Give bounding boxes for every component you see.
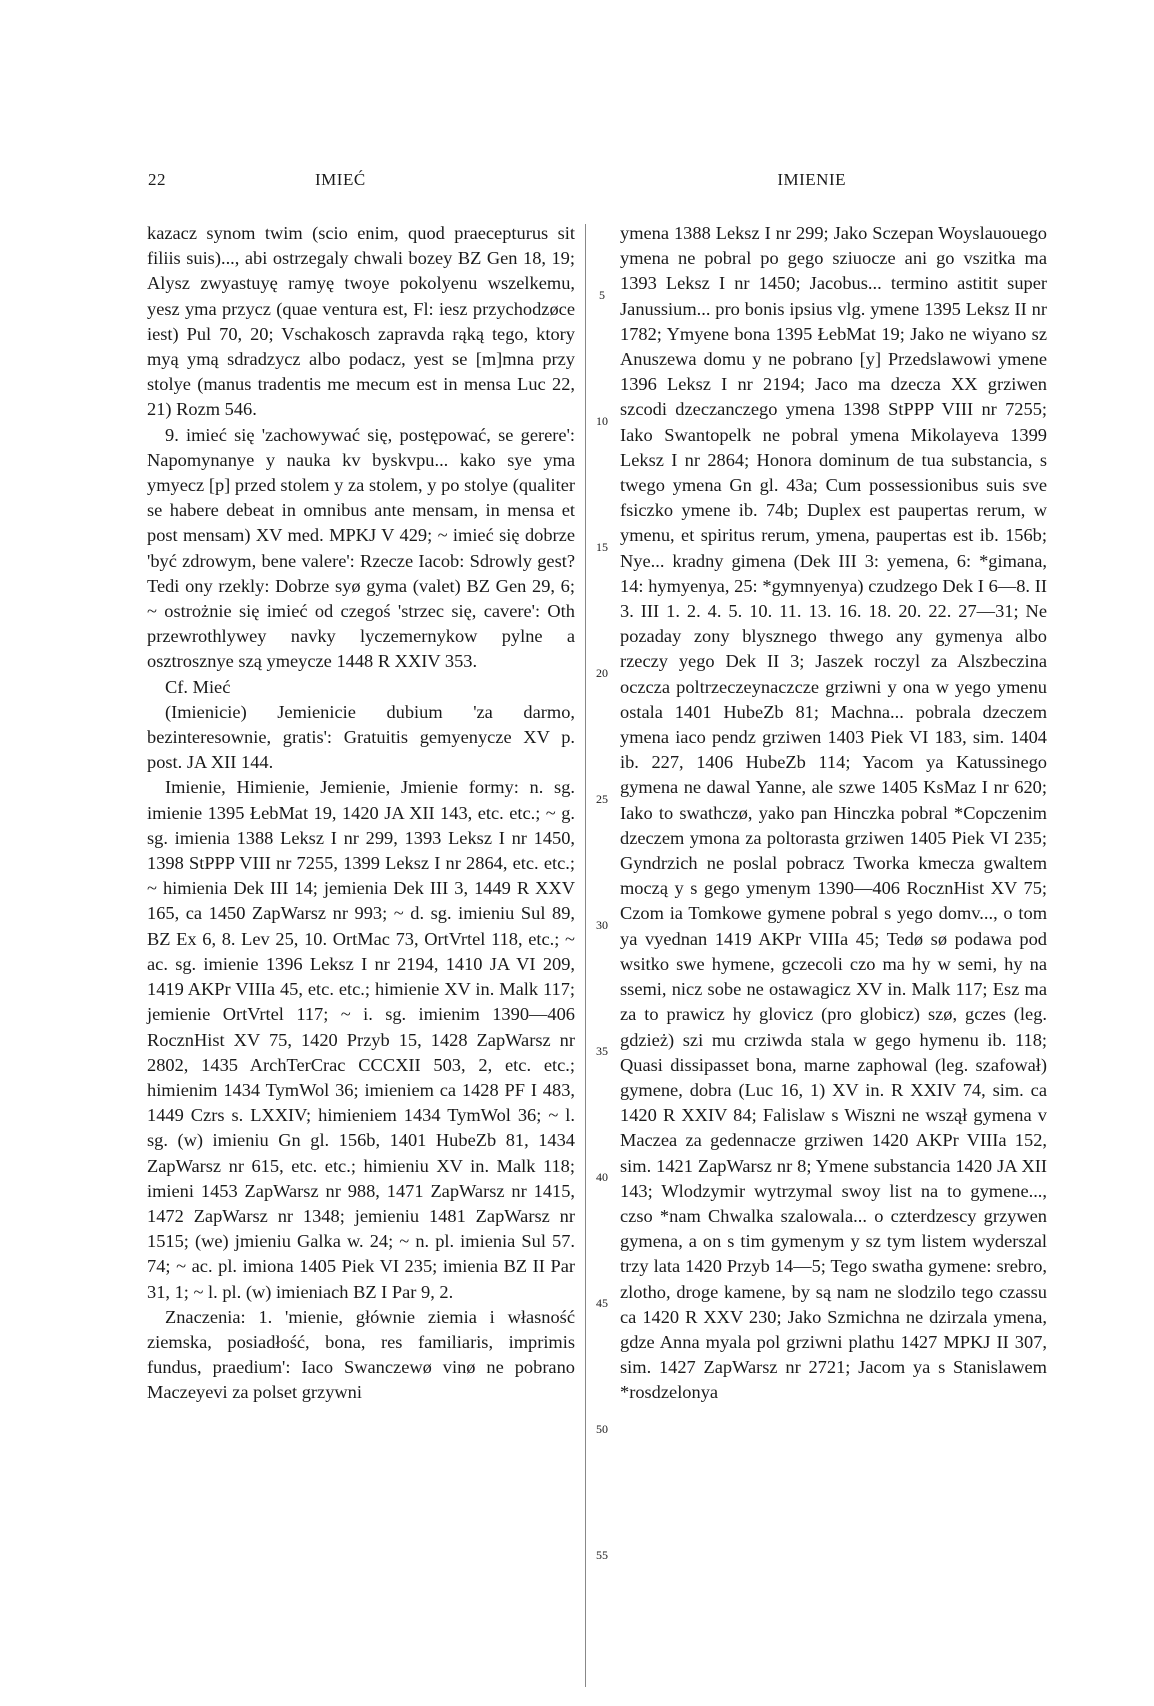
paragraph: ymena 1388 Leksz I nr 299; Jako Sczepan Woyslauouego ymena ne pobral po gego sziuocze ani go vszitka ma 1393 Leksz I nr 1450; Jacobus... termino astitit super Janussium... pro bonis ipsius vlg. ymene 1395 Leksz II nr 1782; Ymyene bona 1395 ŁebMat 19; Jako ne wiyano sz Anuszewa domu y ne pobrano [y] Przedslawowi ymene 1396 Leksz I nr 2194; Jaco ma dzecza XX grziwen szcodi dzeczanczego ymena 1398 StPPP VIII nr 7255; Iako Swantopelk ne pobral ymena Mikolayeva 1399 Leksz I nr 2864; Honora dominum de tua substancia, s twego ymena Gn gl. 43a; Cum possessionibus suis sve fsiczko ymene ib. 74b; Duplex est paupertas rerum, w ymenu, et spiritus rerum, ymena, paupertas est ib. 156b; Nye... kradny gimena (Dek III 3: yemena, 6: *gimana, 14: hymyenya, 25: *gymnyenya) czudzego Dek I 6—8. II 3. III 1. 2. 4. 5. 10. 11. 13. 16. 18. 20. 22. 27—31; Ne pozaday zony blysznego thwego any gymenya albo rzeczy yego Dek II 3; Jaszek roczyl za Alszbeczina oczcza poltrzeczeynaczcze grziwni y ona w yego ymenu ostala 1401 HubeZb 81; Machna... pobrala dzeczem ymena iaco pendz grziwen 1403 Piek VI 183, sim. 1404 ib. 227, 1406 HubeZb 114; Yacom ya Katussinego gymena ne dawal Yanne, ale szwe 1405 KsMaz I nr 620; Iako to swathczø, yako pan Hinczka pobral *Copczenim dzeczem ymona za poltorasta grziwen 1405 Piek VI 235; Gyndrzich ne poslal pobracz Tworka kmecza gwaltem moczą y s gego ymenym 1390—406 RocznHist XV 75; Czom ia Tomkowe gymene pobral s yego domv..., o tom ya vyednan 1419 AKPr VIIIa 45; Tedø sø podawa pod wsitko swe hymene, gczecoli czo ma hy w semi, hy na ssemi, nicz sobe ne ostawagicz XV in. Malk 117; Esz ma za to prawicz hy glovicz (pro globicz) szø, gczes (leg. gdzież) szi mu crziwda stala w gego hymenu ib. 118; Quasi dissipasset bona, marne zaphowal (leg. szafował) gymene, dobra (Luc 16, 1) XV in. R XXIV 74, sim. ca 1420 R XXIV 84; Falislaw s Wiszni ne wszął gymena v Maczea za gedennacze grziwen 1420 AKPr VIIIa 152, sim. 1421 ZapWarsz nr 8; Ymene substancia 1420 JA XII 143; Wlodzymir wytrzymal swoy list na to gymene..., czso *nam Chwalka szalowala... o czterdzescy grzywen gymena, a on s tim gymenym y sz tym listem wyderszal trzy lata 1420 Przyb 14—5; Tego swatha gymene: srebro, zlotho, droge kamene, by są nam ne slodzilo tego czassu ca 1420 R XXV 230; Jako Szmichna ne dzirzala ymena, gdze Anna myala pol grziwni plathu 1427 MPKJ II 307, sim. 1427 ZapWarsz nr 2721; Jacom ya s Stanislawem *rosdzelonya [620, 223, 1047, 1403]
line-number: 15 [596, 540, 608, 554]
page-header [148, 170, 1043, 194]
running-head-right: IMIENIE [777, 170, 846, 189]
line-number: 45 [596, 1296, 608, 1310]
column-divider [585, 224, 586, 1687]
line-number: 40 [596, 1170, 608, 1184]
page-number: 22 [148, 170, 166, 189]
paragraph: Imienie, Himienie, Jemienie, Jmienie formy: n. sg. imienie 1395 ŁebMat 19, 1420 JA XII 143, etc. etc.; ~ g. sg. imienia 1388 Leksz I nr 299, 1393 Leksz I nr 1450, 1398 StPPP VIII nr 7255, 1399 Leksz I nr 2864, etc. etc.; ~ himienia Dek III 14; jemienia Dek III 3, 1449 R XXV 165, ca 1450 ZapWarsz nr 993; ~ d. sg. imieniu Sul 89, BZ Ex 6, 8. Lev 25, 10. OrtMac 73, OrtVrtel 118, etc.; ~ ac. sg. imienie 1396 Leksz I nr 2194, 1410 JA VI 209, 1419 AKPr VIIIa 45, etc. etc.; himienie XV in. Malk 117; jemienie OrtVrtel 117; ~ i. sg. imienim 1390—406 RocznHist XV 75, 1420 Przyb 15, 1428 ZapWarsz nr 2802, 1435 ArchTerCrac CCCXII 503, 2, etc. etc.; himienim 1434 TymWol 36; imieniem ca 1428 PF I 483, 1449 Czrs s. LXXIV; himieniem 1434 TymWol 36; ~ l. sg. (w) imieniu Gn gl. 156b, 1401 HubeZb 81, 1434 ZapWarsz nr 615, etc. etc.; himieniu XV in. Malk 118; imieni 1453 ZapWarsz nr 988, 1471 ZapWarsz nr 1415, 1472 ZapWarsz nr 1348; jemieniu 1481 ZapWarsz nr 1515; (we) jmieniu Galka w. 24; ~ n. pl. imienia Sul 57. 74; ~ ac. pl. imiona 1405 Piek VI 235; imienia BZ II Par 31, 1; ~ l. pl. (w) imieniach BZ I Par 9, 2. [147, 777, 575, 1302]
left-column [147, 221, 575, 1406]
right-column [620, 221, 1047, 1406]
line-number: 10 [596, 414, 608, 428]
paragraph: (Imienicie) Jemienicie dubium 'za darmo, bezinteresownie, gratis': Gratuitis gemyenycze XV p. post. JA XII 144. [147, 701, 575, 773]
line-number: 20 [596, 666, 608, 680]
line-number: 5 [599, 288, 605, 302]
line-number: 25 [596, 792, 608, 806]
paragraph: kazacz synom twim (scio enim, quod praecepturus sit filiis suis)..., abi ostrzegaly chwali bozey BZ Gen 18, 19; Alysz zwyastuyę ramyę twoye pokolyenu wszelkemu, yesz yma przycz (quae ventura est, Fl: iesz przychodzøce iest) Pul 70, 20; Vschakosch zapravda rąką tego, ktory myą ymą sdradzycz albo podacz, yest se [m]mna przy stolye (manus tradentis me mecum est in mensa Luc 22, 21) Rozm 546. [147, 223, 575, 420]
line-number: 50 [596, 1422, 608, 1436]
line-number: 30 [596, 918, 608, 932]
line-number: 55 [596, 1548, 608, 1562]
running-head-left: IMIEĆ [315, 170, 366, 189]
paragraph: 9. imieć się 'zachowywać się, postępować, se gerere': Napomynanye y nauka kv byskvpu... kako sye yma ymyecz [p] przed stolem y za stolem, y po stolye (qualiter se habere debeat in omnibus ante mensam, in mensa et post mensam) XV med. MPKJ V 429; ~ imieć się dobrze 'być zdrowym, bene valere': Rzecze Iacob: Sdrowly gest? Tedi ony rzekly: Dobrze syø gyma (valet) BZ Gen 29, 6; ~ ostrożnie się imieć od czegoś 'strzec się, cavere': Oth przewrothlywey navky lyczemernykow pylne a osztrosznye szą ymeycze 1448 R XXIV 353. [147, 424, 575, 672]
paragraph: Cf. Mieć [165, 676, 231, 697]
paragraph: Znaczenia: 1. 'mienie, głównie ziemia i własność ziemska, posiadłość, bona, res familiaris, imprimis fundus, praedium': Iaco Swanczewø vinø ne pobrano Maczeyevi za polset grzywni [147, 1306, 575, 1403]
line-number: 35 [596, 1044, 608, 1058]
